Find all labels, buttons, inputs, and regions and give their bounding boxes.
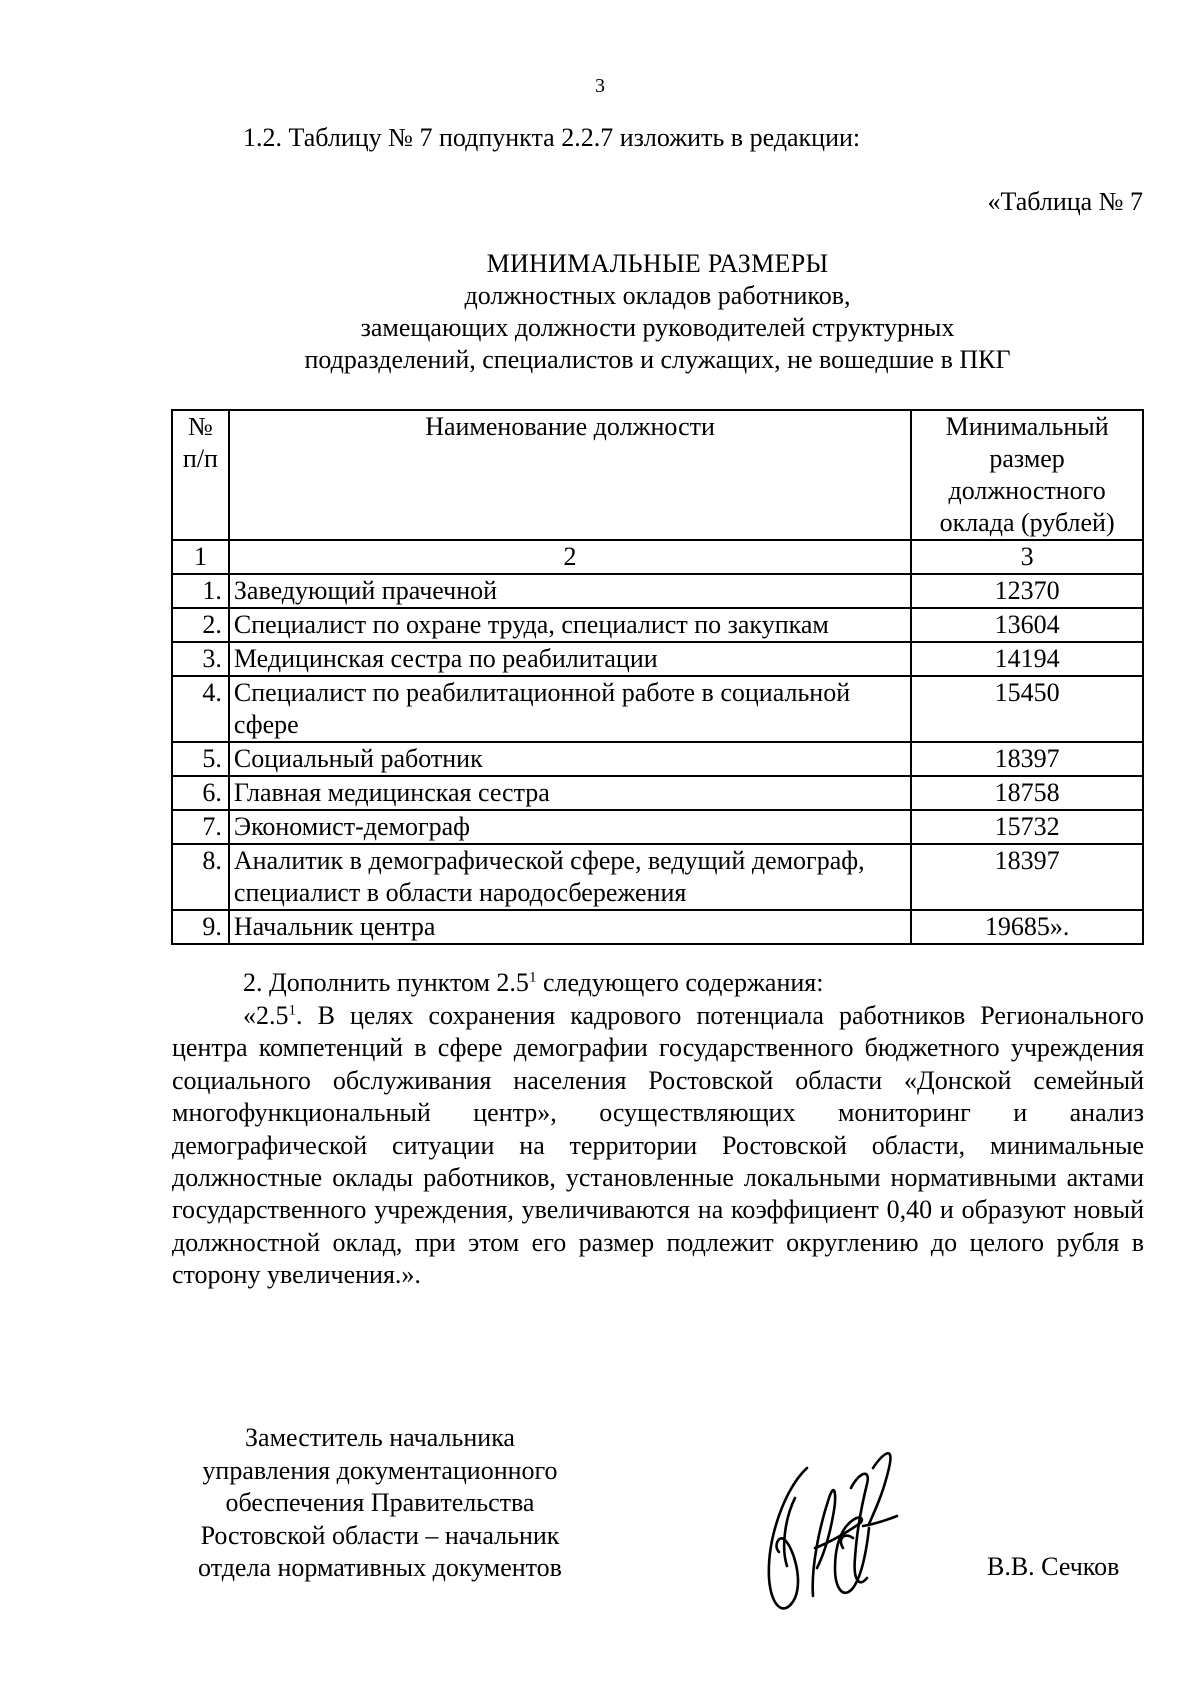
position-line: управления документационного [202,1455,558,1485]
table-heading [0,248,1200,376]
table-row [172,844,1143,910]
position-name: Аналитик в демографической сфере, ведущий демограф, специалист в области народосбережения [229,844,911,910]
position-name: Начальник центра [229,910,911,944]
paragraph-2-heading-text: 2. Дополнить пунктом 2.5 [243,968,529,997]
salary-value: 15450 [911,676,1143,742]
table-row [172,642,1143,676]
table-row [172,574,1143,608]
header-value: Минимальный размер должностного оклада (рублей) [911,410,1143,540]
paragraph-2-heading [243,967,823,999]
superscript: 1 [288,1002,296,1019]
table-row [172,810,1143,844]
row-number: 1. [172,574,229,608]
row-number: 9. [172,910,229,944]
salary-value: 18397 [911,742,1143,776]
salary-value: 13604 [911,608,1143,642]
paragraph-2-body-text: . В целях сохранения кадрового потенциала работников Регионального центра компетенций в сфере демографии государственного бюджетного учреждения социального обслуживания населения Ростовской области «Донской семейный многофункциональный центр», осуществляющих мониторинг и анализ демографической ситуации на территории Ростовской области, минимальные должностные оклады работников, установленные локальными нормативными актами государственного учреждения, увеличиваются на коэффициент 0,40 и образуют новый должностной оклад, при этом его размер подлежит округлению до целого рубля в сторону увеличения.». [172,1001,1144,1290]
position-name: Специалист по охране труда, специалист по закупкам [229,608,911,642]
table-label: «Таблица № 7 [987,187,1143,216]
row-number: 7. [172,810,229,844]
column-index-row [172,540,1143,574]
table-header-row [172,410,1143,540]
row-number: 4. [172,676,229,742]
position-line: Ростовской области – начальник [200,1520,560,1550]
row-number: 6. [172,776,229,810]
salary-table [171,409,1144,945]
row-number: 3. [172,642,229,676]
position-name: Главная медицинская сестра [229,776,911,810]
salary-value: 14194 [911,642,1143,676]
table-row [172,676,1143,742]
paragraph-2-heading-tail: следующего содержания: [536,968,824,997]
row-number: 8. [172,844,229,910]
table-row [172,742,1143,776]
position-line: отдела нормативных документов [198,1553,562,1582]
salary-value: 19685». [911,910,1143,944]
heading-line-4: подразделений, специалистов и служащих, не вошедшие в ПКГ [304,345,1011,374]
salary-value: 12370 [911,574,1143,608]
position-line: Заместитель начальника [245,1423,515,1452]
position-name: Специалист по реабилитационной работе в социальной сфере [229,676,911,742]
salary-value: 18397 [911,844,1143,910]
row-number: 2. [172,608,229,642]
table-row [172,776,1143,810]
paragraph-2-body [172,1000,1144,1292]
signer-name: В.В. Сечков [987,1552,1120,1581]
column-index: 3 [911,540,1143,574]
handwritten-signature [755,1428,925,1628]
column-index: 1 [172,540,229,574]
page-number: 3 [595,75,605,97]
heading-line-3: замещающих должности руководителей структурных [360,313,955,342]
row-number: 5. [172,742,229,776]
signatory-position [170,1422,590,1585]
heading-title: МИНИМАЛЬНЫЕ РАЗМЕРЫ [486,249,829,278]
header-name: Наименование должности [229,410,911,540]
header-num: № п/п [172,410,229,540]
amendment-intro: 1.2. Таблицу № 7 подпункта 2.2.7 изложить в редакции: [243,123,861,152]
column-index: 2 [229,540,911,574]
paragraph-2-body-start: «2.5 [243,1001,289,1030]
salary-value: 18758 [911,776,1143,810]
position-line: обеспечения Правительства [225,1488,535,1517]
position-name: Социальный работник [229,742,911,776]
table-row [172,608,1143,642]
salary-value: 15732 [911,810,1143,844]
heading-line-2: должностных окладов работников, [464,281,851,310]
superscript: 1 [528,969,537,986]
position-name: Заведующий прачечной [229,574,911,608]
table-row [172,910,1143,944]
position-name: Экономист-демограф [229,810,911,844]
position-name: Медицинская сестра по реабилитации [229,642,911,676]
